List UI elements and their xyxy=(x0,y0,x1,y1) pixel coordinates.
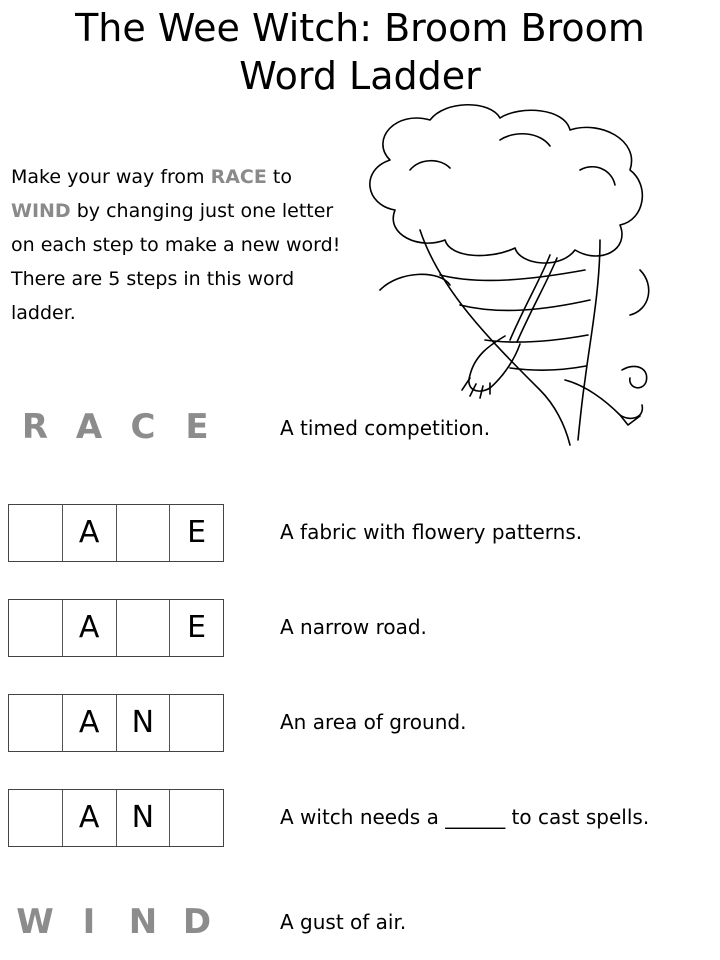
step-2-cell-4[interactable]: E xyxy=(187,610,207,645)
intro-part-2: to xyxy=(266,166,292,188)
clue-start: A timed competition. xyxy=(280,416,491,440)
start-word-letters xyxy=(8,398,224,456)
start-letter-1: R xyxy=(21,407,49,447)
clue-step-2: A narrow road. xyxy=(280,615,427,639)
intro-part-1: Make your way from xyxy=(11,166,211,188)
step-4-cell-4[interactable] xyxy=(170,790,223,846)
step-3-cell-1[interactable] xyxy=(9,695,63,751)
end-letter-3: N xyxy=(128,902,158,942)
start-word: RACE xyxy=(210,166,267,188)
step-3-cell-4[interactable] xyxy=(170,695,223,751)
ladder-step-1[interactable] xyxy=(8,504,224,562)
step-2-cell-3[interactable] xyxy=(117,600,171,656)
clue-step-3: An area of ground. xyxy=(280,710,467,734)
step-4-cell-1[interactable] xyxy=(9,790,63,846)
ladder-step-4[interactable] xyxy=(8,789,224,847)
end-word: WIND xyxy=(11,200,71,222)
intro-part-3: by changing just one letter on each step to make a new word! There are 5 steps in this word ladder. xyxy=(11,200,341,324)
step-2-cell-2[interactable]: A xyxy=(63,600,117,656)
end-letter-4: D xyxy=(182,902,212,942)
step-2-cell-1[interactable] xyxy=(9,600,63,656)
title-line-2: Word Ladder xyxy=(239,54,481,98)
step-4-cell-3[interactable]: N xyxy=(117,790,171,846)
end-letter-2: I xyxy=(82,902,96,942)
ladder-step-3[interactable] xyxy=(8,694,224,752)
end-letter-1: W xyxy=(16,902,54,942)
step-3-cell-2[interactable]: A xyxy=(63,695,117,751)
step-1-cell-3[interactable] xyxy=(117,505,171,561)
step-1-cell-1[interactable] xyxy=(9,505,63,561)
instructions xyxy=(11,160,341,330)
step-3-cell-3[interactable]: N xyxy=(117,695,171,751)
page-title xyxy=(0,4,720,100)
start-letter-2: A xyxy=(75,407,103,447)
end-word-letters xyxy=(8,893,224,951)
clue-step-1: A fabric with flowery patterns. xyxy=(280,520,583,544)
start-letter-3: C xyxy=(130,407,156,447)
clue-end: A gust of air. xyxy=(280,910,407,934)
ladder-step-2[interactable] xyxy=(8,599,224,657)
step-1-cell-2[interactable]: A xyxy=(63,505,117,561)
title-line-1: The Wee Witch: Broom Broom xyxy=(75,6,645,50)
start-letter-4: E xyxy=(185,407,209,447)
step-1-cell-4[interactable]: E xyxy=(187,515,207,550)
clue-step-4: A witch needs a ______ to cast spells. xyxy=(280,805,650,829)
step-4-cell-2[interactable]: A xyxy=(63,790,117,846)
